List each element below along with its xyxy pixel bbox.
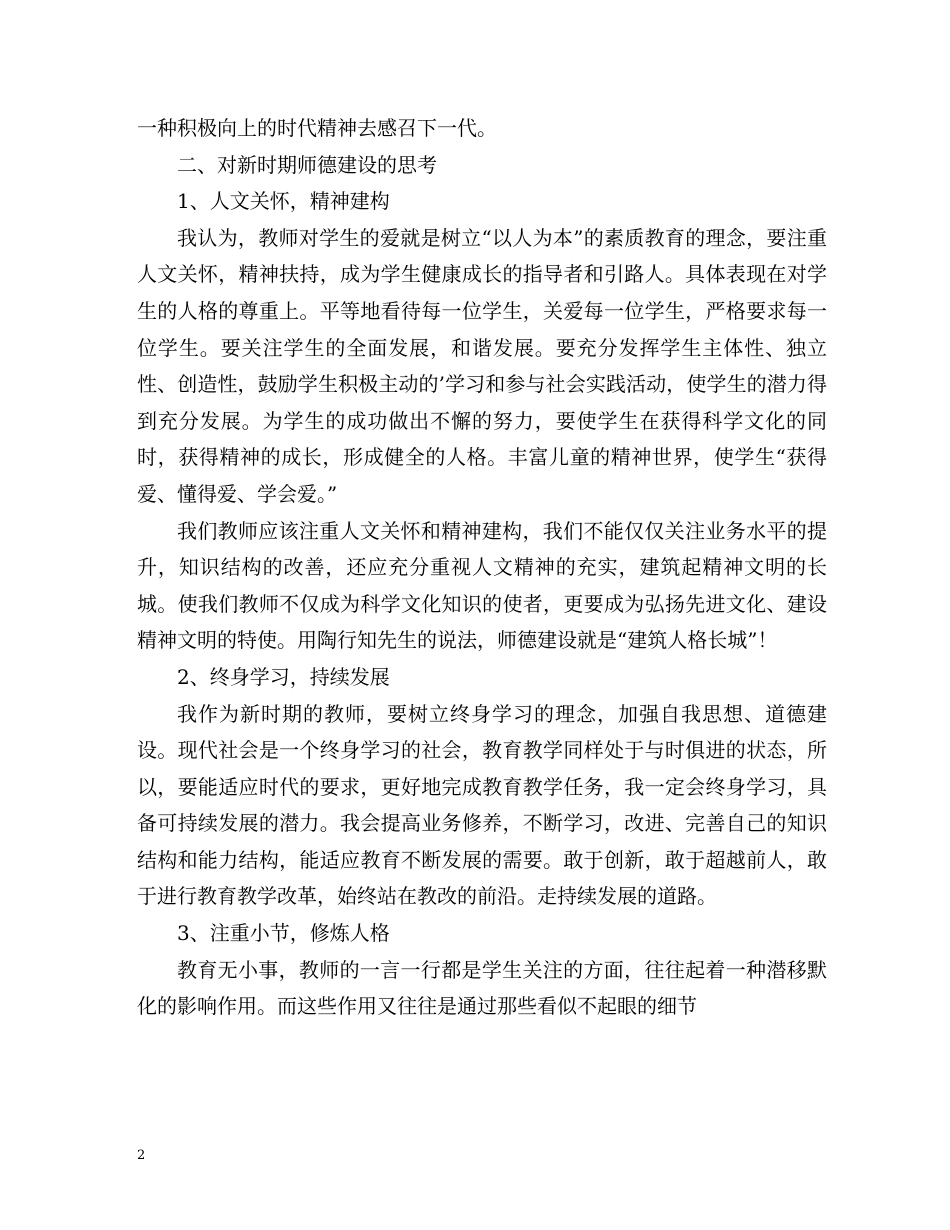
paragraph-continued: 一种积极向上的时代精神去感召下一代。 <box>137 116 497 140</box>
document-body <box>137 110 827 1025</box>
section-heading: 二、对新时期师德建设的思考 <box>177 152 437 177</box>
subsection-heading-1: 1、人文关怀，精神建构 <box>177 189 390 214</box>
paragraph: 我们教师应该注重人文关怀和精神建构，我们不能仅仅关注业务水平的提升，知识结构的改善，还应充分重视人文精神的充实，建筑起精神文明的长城。使我们教师不仅成为科学文化知识的使者，更要成为弘扬先进文化、建设精神文明的特使。用陶行知先生的说法，师德建设就是“建筑人格长城”！ <box>137 518 827 653</box>
paragraph: 我作为新时期的教师，要树立终身学习的理念，加强自我思想、道德建设。现代社会是一个终身学习的社会，教育教学同样处于与时俱进的状态，所以，要能适应时代的要求，更好地完成教育教学任务，我一定会终身学习，具备可持续发展的潜力。我会提高业务修养，不断学习，改进、完善自己的知识结构和能力结构，能适应教育不断发展的需要。敢于创新，敢于超越前人，敢于进行教育教学改革，始终站在教改的前沿。走持续发展的道路。 <box>137 701 827 909</box>
paragraph: 教育无小事，教师的一言一行都是学生关注的方面，往往起着一种潜移默化的影响作用。而这些作用又往往是通过那些看似不起眼的细节 <box>137 957 827 1019</box>
paragraph: 我认为，教师对学生的爱就是树立“以人为本”的素质教育的理念，要注重人文关怀，精神扶持，成为学生健康成长的指导者和引路人。具体表现在对学生的人格的尊重上。平等地看待每一位学生，关爱每一位学生，严格要求每一位学生。要关注学生的全面发展，和谐发展。要充分发挥学生主体性、独立性、创造性，鼓励学生积极主动的’学习和参与社会实践活动，使学生的潜力得到充分发展。为学生的成功做出不懈的努力，要使学生在获得科学文化的同时，获得精神的成长，形成健全的人格。丰富儿童的精神世界，使学生“获得爱、懂得爱、学会爱。” <box>137 225 827 506</box>
subsection-heading-3: 3、注重小节，修炼人格 <box>177 921 390 946</box>
page-number: 2 <box>137 1148 146 1163</box>
subsection-heading-2: 2、终身学习，持续发展 <box>177 664 390 689</box>
